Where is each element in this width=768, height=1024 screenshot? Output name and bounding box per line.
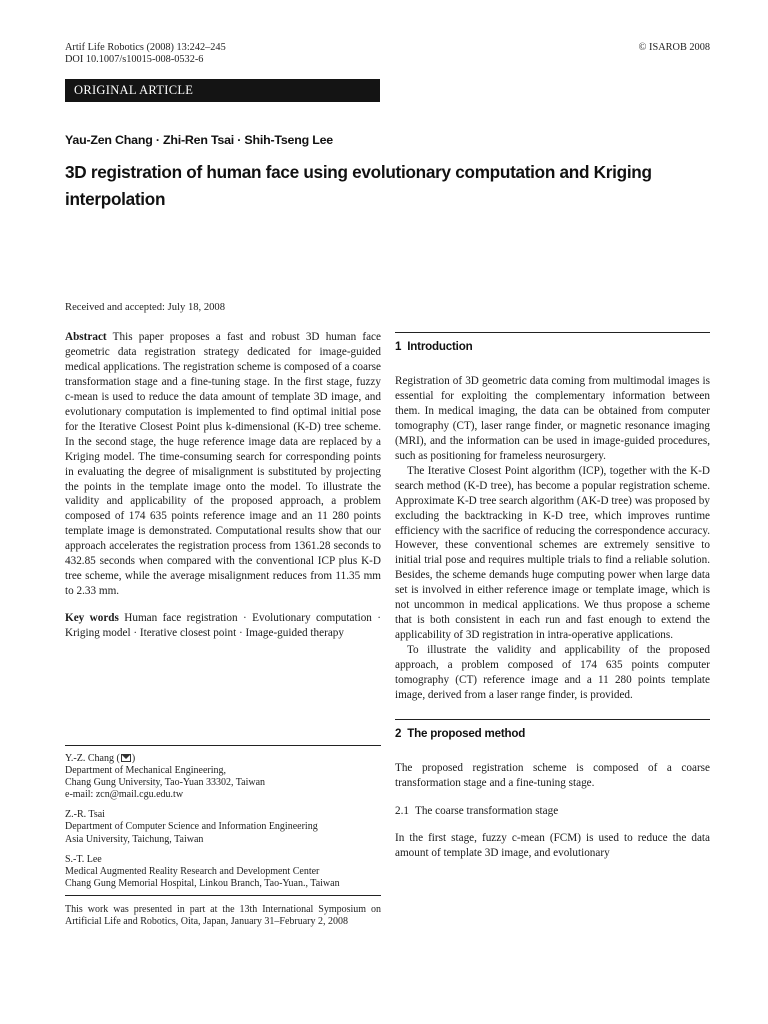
doi-link[interactable]: DOI 10.1007/s10015-008-0532-6 — [65, 54, 204, 65]
section-title: The proposed method — [407, 726, 526, 740]
affiliation-name: Y.-Z. Chang — [65, 753, 114, 764]
subsection-number: 2.1 — [395, 804, 409, 817]
abstract-text: This paper proposes a fast and robust 3D human face geometric data registration strategy dedicated for image-guided medical applications. The registration scheme is composed of a coarse transformation stage and a fine-tuning stage. In the first stage, fuzzy c-mean is used to reduce the data amount of template 3D image, and evolutionary computation is implemented to find optimal initial pose for the Iterative Closest Point plus k-dimensional (K-D) tree scheme. In the second stage, the huge reference image data are replaced by a Kriging model. The time-consuming search for corresponding points in evaluating the degree of misalignment is substituted by projecting the points in the template image onto the model. To illustrate the validity and applicability of the proposed approach, a problem composed of 174 635 points reference image and an 11 280 points template image is demonstrated. Computational results show that our approach accelerates the registration process from 1361.28 seconds to 432.85 seconds when compared with the conventional ICP plus K-D tree scheme, while the average misalignment reduces from 11.35 mm to 2.33 mm. — [65, 331, 381, 598]
affiliation-lee — [65, 854, 381, 890]
subsection-title: The coarse transformation stage — [414, 804, 559, 817]
keywords — [65, 611, 381, 641]
affiliation-line: Department of Computer Science and Information Engineering — [65, 821, 318, 833]
section-number: 1 — [395, 340, 402, 353]
journal-header — [65, 42, 226, 66]
affiliation-line: Medical Augmented Reality Research and Development Center — [65, 865, 320, 877]
affiliation-line: Department of Mechanical Engineering, — [65, 765, 227, 777]
abstract — [65, 330, 381, 599]
section-divider — [395, 719, 710, 727]
keywords-text: Human face registration · Evolutionary computation · Kriging model · Iterative closest point · Image-guided therapy — [65, 612, 382, 640]
section-title: Introduction — [407, 340, 473, 353]
section-heading-introduction — [395, 340, 710, 353]
affiliation-name: Z.-R. Tsai — [65, 809, 105, 821]
abstract-label: Abstract — [65, 331, 107, 343]
intro-paragraph: The Iterative Closest Point algorithm (ICP), together with the K-D search method (K-D tree), has become a popular registration scheme. Approximate K-D tree search algorithm (AK-D tree) was proposed by excluding the backtracking in K-D tree, which improves runtime efficiency with the sacrifice of reducing the correspondence accuracy. However, these conventional schemes are extremely sensitive to initial trial pose and requires multiple trials to find a reliable solution. Besides, the scheme demands huge computing power when large data set is involved in either reference image or template image, which is not uncommon in medical applications. We thus propose a scheme that is both consistent in each run and fast enough to extend the applicability of 3D registration in intra-operative applications. — [395, 464, 710, 642]
section-heading-method — [395, 727, 710, 740]
right-column — [395, 332, 710, 861]
copyright-notice: © ISAROB 2008 — [638, 42, 710, 53]
intro-paragraph: To illustrate the validity and applicability of the proposed approach, a problem composed of 174 635 points computer tomography (CT) reference image and a 11 280 points template image, derived from a laser range finder, is provided. — [395, 644, 710, 702]
method-paragraph: In the first stage, fuzzy c-mean (FCM) is used to reduce the data amount of template 3D image, and evolutionary — [395, 831, 710, 859]
intro-paragraph: Registration of 3D geometric data coming from multimodal images is essential for exploiting the complementary information between them. In medical imaging, the data can be obtained from computer tomography (CT), laser range finder, or magnetic resonance imaging (MRI), and the information can be used in image-guided procedures, such as positioning for frameless neurosurgery. — [395, 375, 710, 462]
subsection-heading — [395, 805, 710, 817]
journal-citation: Artif Life Robotics (2008) 13:242–245 — [65, 42, 226, 53]
article-type-banner: ORIGINAL ARTICLE — [65, 79, 380, 102]
section-number: 2 — [395, 726, 402, 740]
affiliation-line: Chang Gung University, Tao-Yuan 33302, Taiwan — [65, 777, 266, 789]
affiliations — [65, 745, 381, 890]
author-list: Yau-Zen Chang · Zhi-Ren Tsai · Shih-Tseng Lee — [65, 133, 333, 147]
conference-footnote: This work was presented in part at the 13th International Symposium on Artificial Life and Robotics, Oita, Japan, January 31–February 2, 2008 — [65, 904, 381, 928]
left-column — [65, 330, 381, 641]
article-title: 3D registration of human face using evolutionary computation and Kriging interpolation — [65, 162, 652, 209]
email-link[interactable]: e-mail: zcn@mail.cgu.edu.tw — [65, 789, 184, 801]
affiliation-chang: Y.-Z. Chang ( ) Department of Mechanical Engineering, Chang Gung University, Tao-Yuan 33302, Taiwan e-mail: zcn@mail.cgu.edu.tw — [65, 746, 381, 801]
affiliation-line: Chang Gung Memorial Hospital, Linkou Branch, Tao-Yuan., Taiwan — [65, 877, 340, 889]
footnote-block — [65, 895, 381, 928]
section-divider — [395, 332, 710, 340]
method-paragraph: The proposed registration scheme is composed of a coarse transformation stage and a fine-tuning stage. — [395, 761, 710, 789]
received-date: Received and accepted: July 18, 2008 — [65, 302, 226, 313]
affiliation-name: S.-T. Lee — [65, 853, 102, 865]
affiliation-tsai — [65, 809, 381, 845]
affiliation-line: Asia University, Taichung, Taiwan — [65, 833, 204, 845]
keywords-label: Key words — [65, 612, 119, 625]
envelope-icon — [121, 754, 131, 762]
